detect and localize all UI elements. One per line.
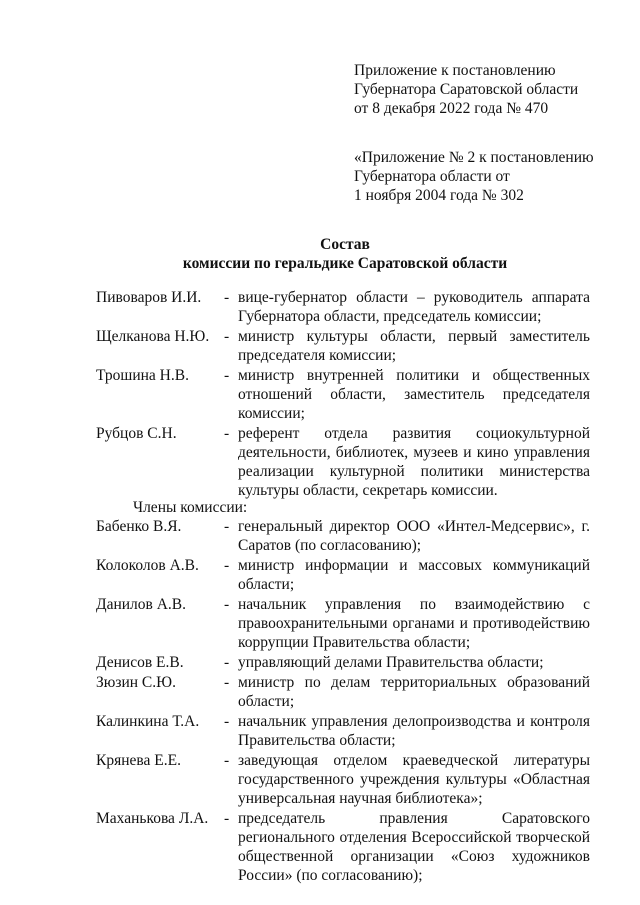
person-role: председатель правления Саратовского регионального отделения Всероссийской творческой общественной организации «Союз художников России» (по согласованию); bbox=[238, 810, 590, 884]
members-label: Члены комиссии: bbox=[133, 499, 248, 516]
dash-separator: - bbox=[224, 713, 230, 730]
person-role: генеральный директор ООО «Интел-Медсервис», г. Саратов (по согласованию); bbox=[238, 518, 590, 554]
members-list bbox=[96, 517, 590, 886]
dash-separator: - bbox=[224, 752, 230, 769]
roster-row bbox=[96, 556, 590, 594]
dash-separator: - bbox=[224, 654, 230, 671]
prior-appendix-reference bbox=[354, 148, 624, 205]
person-role: вице-губернатор области – руководитель аппарата Губернатора области, председатель комиссии; bbox=[238, 289, 590, 325]
person-name: Маханькова Л.А. bbox=[96, 810, 209, 827]
appendix-reference bbox=[354, 61, 624, 118]
appendix-line-2: Губернатора Саратовской области bbox=[354, 81, 579, 98]
roster-row bbox=[96, 327, 590, 365]
person-role: референт отдела развития социокультурной деятельности, библиотек, музеев и кино управления реализации культурной политики министерства культуры области, секретарь комиссии. bbox=[238, 425, 590, 499]
person-name: Зюзин С.Ю. bbox=[96, 674, 176, 691]
roster-row bbox=[96, 653, 590, 672]
appendix-line-1: Приложение к постановлению bbox=[354, 62, 556, 79]
person-role: начальник управления по взаимодействию с правоохранительными органами и противодействию коррупции Правительства области; bbox=[238, 596, 590, 651]
roster-row bbox=[96, 712, 590, 750]
roster-row bbox=[96, 424, 590, 500]
roster-row bbox=[96, 595, 590, 652]
person-role: министр информации и массовых коммуникаций области; bbox=[238, 557, 590, 593]
prior-appendix-line-2: Губернатора области от bbox=[354, 168, 510, 185]
roster-row bbox=[96, 366, 590, 423]
person-name: Щелканова Н.Ю. bbox=[96, 328, 210, 345]
person-name: Колоколов А.В. bbox=[96, 557, 199, 574]
leadership-list bbox=[96, 288, 590, 501]
dash-separator: - bbox=[224, 367, 230, 384]
person-role: управляющий делами Правительства области; bbox=[238, 654, 544, 671]
person-name: Пивоваров И.И. bbox=[96, 289, 202, 306]
person-role: заведующая отделом краеведческой литературы государственного учреждения культуры «Областная универсальная научная библиотека»; bbox=[238, 752, 590, 807]
dash-separator: - bbox=[224, 518, 230, 535]
person-role: министр внутренней политики и общественных отношений области, заместитель председателя комиссии; bbox=[238, 367, 590, 422]
dash-separator: - bbox=[224, 810, 230, 827]
document-subtitle: комиссии по геральдике Саратовской области bbox=[182, 255, 508, 272]
document-title: Состав bbox=[320, 236, 370, 253]
person-name: Рубцов С.Н. bbox=[96, 425, 177, 442]
person-name: Калинкина Т.А. bbox=[96, 713, 200, 730]
roster-row bbox=[96, 517, 590, 555]
person-role: министр культуры области, первый заместитель председателя комиссии; bbox=[238, 328, 590, 364]
dash-separator: - bbox=[224, 289, 230, 306]
dash-separator: - bbox=[224, 328, 230, 345]
roster-row bbox=[96, 751, 590, 808]
person-name: Бабенко В.Я. bbox=[96, 518, 182, 535]
roster-row bbox=[96, 673, 590, 711]
prior-appendix-line-3: 1 ноября 2004 года № 302 bbox=[354, 187, 524, 204]
prior-appendix-line-1: «Приложение № 2 к постановлению bbox=[354, 149, 594, 166]
person-name: Денисов Е.В. bbox=[96, 654, 184, 671]
roster-row bbox=[96, 809, 590, 885]
person-name: Данилов А.В. bbox=[96, 596, 187, 613]
person-role: министр по делам территориальных образований области; bbox=[238, 674, 590, 710]
appendix-line-3: от 8 декабря 2022 года № 470 bbox=[354, 100, 549, 117]
dash-separator: - bbox=[224, 557, 230, 574]
person-name: Трошина Н.В. bbox=[96, 367, 189, 384]
roster-row bbox=[96, 288, 590, 326]
person-name: Крянева Е.Е. bbox=[96, 752, 181, 769]
dash-separator: - bbox=[224, 425, 230, 442]
person-role: начальник управления делопроизводства и контроля Правительства области; bbox=[238, 713, 590, 749]
dash-separator: - bbox=[224, 674, 230, 691]
dash-separator: - bbox=[224, 596, 230, 613]
